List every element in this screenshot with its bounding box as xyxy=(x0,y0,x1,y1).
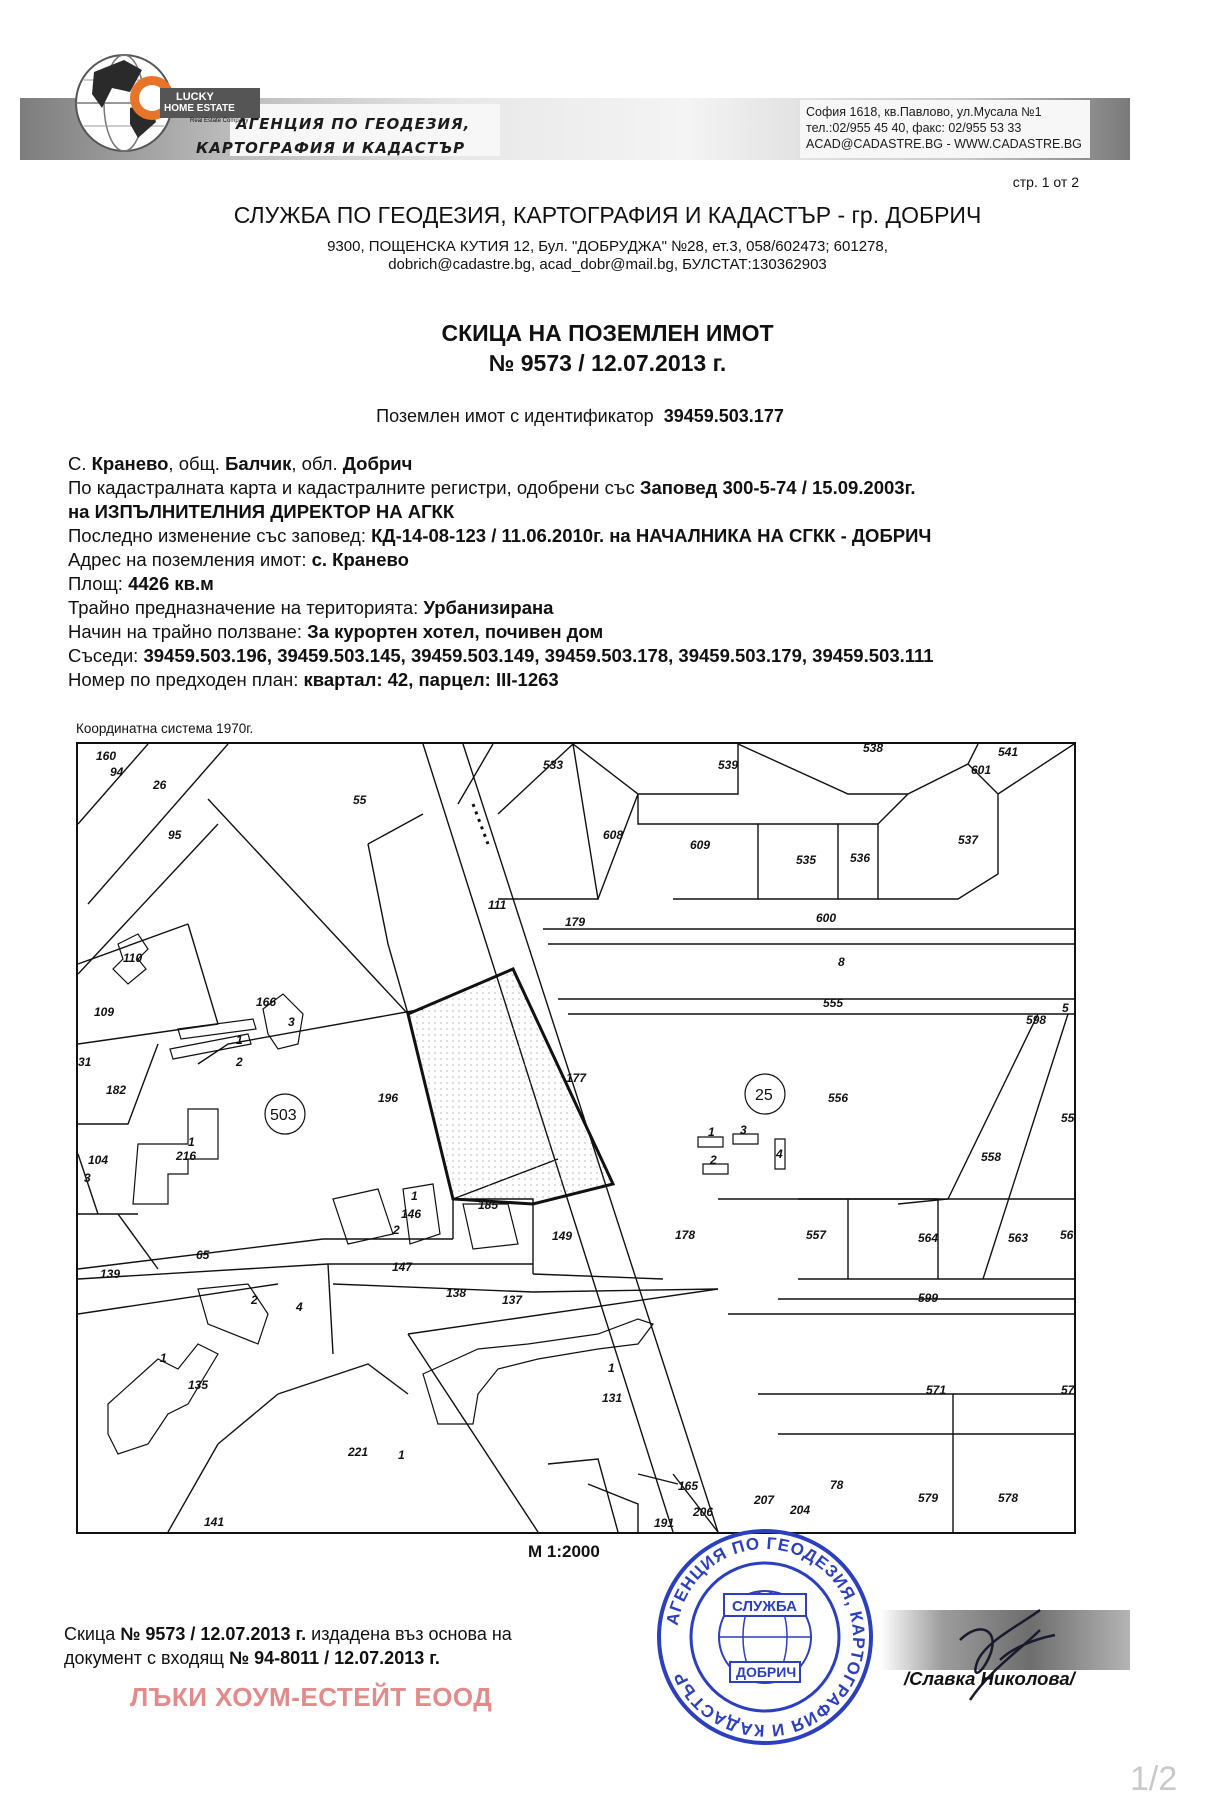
parcel-533: 533 xyxy=(543,758,564,772)
address-value: с. Кранево xyxy=(311,549,409,570)
sketch-title: СКИЦА НА ПОЗЕМЛЕН ИМОТ xyxy=(441,320,774,346)
parcel-137: 137 xyxy=(502,1293,523,1307)
parcel-539: 539 xyxy=(718,758,739,772)
parcel-207: 207 xyxy=(754,1493,775,1507)
parcel-165: 165 xyxy=(678,1479,699,1493)
office-title: СЛУЖБА ПО ГЕОДЕЗИЯ, КАРТОГРАФИЯ И КАДАСТЪР - гр. ДОБРИЧ xyxy=(233,202,982,228)
municipality-name: Балчик xyxy=(225,453,292,474)
property-identifier xyxy=(0,406,1160,427)
parcel-8: 8 xyxy=(838,955,845,969)
document-label: документ с входящ xyxy=(64,1648,229,1668)
parcel-3: 3 xyxy=(288,1015,295,1029)
parcel-3-edge: 3 xyxy=(84,1171,91,1185)
building-num-1: 1 xyxy=(708,1125,715,1139)
parcel-78: 78 xyxy=(830,1478,844,1492)
parcel-65: 65 xyxy=(196,1248,210,1262)
signatory-name: /Славка Николова/ xyxy=(904,1668,1075,1689)
parcel-556: 556 xyxy=(828,1091,849,1105)
page-number: стр. 1 от 2 xyxy=(1012,174,1079,190)
address-label: Адрес на поземления имот: xyxy=(68,549,312,570)
parcel-579: 579 xyxy=(918,1491,939,1505)
region-name: Добрич xyxy=(342,453,413,474)
parcel-555: 555 xyxy=(823,996,844,1010)
details-area xyxy=(68,572,934,596)
details-previous-plan xyxy=(68,668,934,692)
previous-plan-value: квартал: 42, парцел: III-1263 xyxy=(303,669,559,690)
cadastral-map xyxy=(76,742,1076,1534)
identifier-label: Поземлен имот с идентификатор xyxy=(376,406,654,426)
parcel-535: 535 xyxy=(796,853,817,867)
parcel-131: 131 xyxy=(602,1391,623,1405)
sector-25-label: 25 xyxy=(755,1087,773,1104)
parcel-139: 139 xyxy=(100,1267,121,1281)
parcel-177-highlight xyxy=(408,969,613,1204)
building-num-3: 3 xyxy=(740,1123,747,1137)
parcel-571: 571 xyxy=(926,1383,947,1397)
parcel-1-221: 1 xyxy=(398,1448,405,1462)
parcel-179: 179 xyxy=(565,915,586,929)
parcel-599: 599 xyxy=(918,1291,939,1305)
parcel-600: 600 xyxy=(816,911,837,925)
parcel-557: 557 xyxy=(806,1228,827,1242)
parcel-2-135: 2 xyxy=(251,1293,258,1307)
building-num-1-166: 1 xyxy=(236,1033,243,1047)
parcel-2: 2 xyxy=(236,1055,243,1069)
details-order xyxy=(68,476,934,500)
building-num-4: 4 xyxy=(776,1147,783,1161)
map-scale: М 1:2000 xyxy=(528,1542,600,1561)
details-last-change xyxy=(68,524,934,548)
parcel-563: 563 xyxy=(1008,1231,1029,1245)
last-change-label: Последно изменение със заповед: xyxy=(68,525,372,546)
parcel-1-135: 1 xyxy=(160,1351,167,1365)
village-name: Кранево xyxy=(91,453,169,474)
area-value: 4426 кв.м xyxy=(128,573,214,594)
parcel-177: 177 xyxy=(566,1071,587,1085)
issued-note xyxy=(64,1622,512,1670)
parcel-26: 26 xyxy=(153,778,167,792)
contact-address: София 1618, кв.Павлово, ул.Мусала №1 xyxy=(806,105,1042,119)
parcel-206: 206 xyxy=(693,1505,714,1519)
issued-number: № 9573 / 12.07.2013 г. xyxy=(120,1624,307,1644)
logo-text-lucky: LUCKY xyxy=(176,91,214,103)
parcel-538: 538 xyxy=(863,744,884,755)
municipality-prefix: , общ. xyxy=(168,453,226,474)
parcel-182: 182 xyxy=(106,1083,127,1097)
parcel-185: 185 xyxy=(478,1198,499,1212)
order-label: По кадастралната карта и кадастралните регистри, одобрени със xyxy=(68,477,640,498)
parcel-160: 160 xyxy=(96,749,117,763)
office-address-line1: 9300, ПОЩЕНСКА КУТИЯ 12, Бул. "ДОБРУДЖА" №28, ет.3, 058/602473; 601278, xyxy=(327,238,888,255)
parcel-55: 55 xyxy=(353,793,367,807)
issued-note-line1 xyxy=(64,1622,512,1646)
parcel-56: 56 xyxy=(1060,1228,1074,1242)
parcel-564: 564 xyxy=(918,1231,939,1245)
order-value: Заповед 300-5-74 / 15.09.2003г. xyxy=(639,477,916,498)
property-details xyxy=(68,452,934,692)
parcel-537: 537 xyxy=(958,833,979,847)
parcel-541: 541 xyxy=(998,745,1019,759)
parcel-109: 109 xyxy=(94,1005,115,1019)
parcel-104: 104 xyxy=(88,1153,109,1167)
purpose-label: Трайно предназначение на територията: xyxy=(68,597,424,618)
parcel-95: 95 xyxy=(168,828,182,842)
parcel-608: 608 xyxy=(603,828,624,842)
parcel-598: 598 xyxy=(1026,1013,1047,1027)
details-neighbours xyxy=(68,644,934,668)
stamp-inner-top: СЛУЖБА xyxy=(732,1598,797,1615)
building-num-2: 2 xyxy=(710,1153,717,1167)
contact-phone: тел.:02/955 45 40, факс: 02/955 53 33 xyxy=(806,121,1022,135)
logo-text-company: Real Estate Company xyxy=(190,118,249,124)
details-location xyxy=(68,452,934,476)
parcel-135: 135 xyxy=(188,1378,209,1392)
sketch-number: № 9573 / 12.07.2013 г. xyxy=(488,350,727,376)
issued-basis: издадена въз основа на xyxy=(306,1624,512,1644)
issued-note-line2 xyxy=(64,1646,512,1670)
parcel-146: 146 xyxy=(401,1207,422,1221)
parcel-578: 578 xyxy=(998,1491,1019,1505)
parcel-1-131: 1 xyxy=(608,1361,615,1375)
purpose-value: Урбанизирана xyxy=(423,597,554,618)
location-prefix: С. xyxy=(68,453,92,474)
parcel-94: 94 xyxy=(110,765,124,779)
stamp-inner-bottom: ДОБРИЧ xyxy=(736,1664,797,1680)
parcel-149: 149 xyxy=(552,1229,573,1243)
area-label: Площ: xyxy=(68,573,129,594)
parcel-138: 138 xyxy=(446,1286,467,1300)
parcel-4: 4 xyxy=(296,1300,303,1314)
parcel-558: 558 xyxy=(981,1150,1002,1164)
sector-503-label: 503 xyxy=(270,1107,297,1124)
director-line: на ИЗПЪЛНИТЕЛНИЯ ДИРЕКТОР НА АГКК xyxy=(68,501,455,522)
details-director xyxy=(68,500,934,524)
left-road-b xyxy=(88,744,228,904)
parcel-204: 204 xyxy=(790,1503,811,1517)
parcel-147: 147 xyxy=(392,1260,413,1274)
usage-label: Начин на трайно ползване: xyxy=(68,621,308,642)
parcel-111: 111 xyxy=(488,898,507,912)
parcel-191: 191 xyxy=(654,1516,675,1530)
parcel-601: 601 xyxy=(971,763,992,777)
details-address xyxy=(68,548,934,572)
office-address-line2: dobrich@cadastre.bg, acad_dobr@mail.bg, БУЛСТАТ:130362903 xyxy=(388,256,827,273)
parcel-5-edge: 5 xyxy=(1062,1001,1069,1015)
neighbours-label: Съседи: xyxy=(68,645,144,666)
region-prefix: , обл. xyxy=(291,453,343,474)
parcel-536: 536 xyxy=(850,851,871,865)
contact-email-web: ACAD@CADASTRE.BG - WWW.CADASTRE.BG xyxy=(806,137,1082,151)
agency-name xyxy=(196,112,470,160)
usage-value: За курортен хотел, почивен дом xyxy=(307,621,604,642)
parcel-196: 196 xyxy=(378,1091,399,1105)
neighbours-value: 39459.503.196, 39459.503.145, 39459.503.149, 39459.503.178, 39459.503.179, 39459.503.111 xyxy=(143,645,934,666)
office-address xyxy=(0,238,1215,274)
official-stamp xyxy=(650,1522,880,1752)
parcel-1-216: 1 xyxy=(188,1135,195,1149)
parcel-2-146: 2 xyxy=(393,1223,400,1237)
parcel-178: 178 xyxy=(675,1228,696,1242)
page-indicator: 1/2 xyxy=(1130,1760,1178,1798)
agency-name-line1: АГЕНЦИЯ ПО ГЕОДЕЗИЯ, xyxy=(236,115,471,133)
stamp-outer-text: АГЕНЦИЯ ПО ГЕОДЕЗИЯ, КАРТОГРАФИЯ И КАДАСТЪР xyxy=(662,1533,869,1741)
agency-contacts xyxy=(806,104,1082,152)
company-watermark: ЛЪКИ ХОУМ-ЕСТЕЙТ ЕООД xyxy=(130,1682,493,1712)
parcel-110: 110 xyxy=(123,951,143,965)
parcel-1-146: 1 xyxy=(411,1189,418,1203)
details-purpose xyxy=(68,596,934,620)
left-road-c xyxy=(78,824,218,974)
sketch-heading xyxy=(0,318,1215,378)
parcel-221: 221 xyxy=(348,1445,369,1459)
last-change-value: КД-14-08-123 / 11.06.2010г. на НАЧАЛНИКА НА СГКК - ДОБРИЧ xyxy=(371,525,932,546)
logo-text-home-estate: HOME ESTATE xyxy=(164,103,235,114)
identifier-value: 39459.503.177 xyxy=(663,406,784,426)
details-usage xyxy=(68,620,934,644)
previous-plan-label: Номер по предходен план: xyxy=(68,669,304,690)
parcel-31: 31 xyxy=(78,1055,92,1069)
coordinate-system: Координатна система 1970г. xyxy=(76,721,254,736)
issued-label: Скица xyxy=(64,1624,121,1644)
parcel-141: 141 xyxy=(204,1515,225,1529)
parcel-166: 166 xyxy=(256,995,277,1009)
parcel-216: 216 xyxy=(176,1149,197,1163)
agency-name-line2: КАРТОГРАФИЯ И КАДАСТЪР xyxy=(196,139,466,157)
handwritten-signature xyxy=(930,1600,1070,1710)
parcel-57: 57 xyxy=(1061,1383,1074,1397)
building-146 xyxy=(333,1189,393,1244)
parcel-609: 609 xyxy=(690,838,711,852)
parcel-55-edge: 55 xyxy=(1061,1111,1074,1125)
document-number: № 94-8011 / 12.07.2013 г. xyxy=(229,1648,440,1668)
